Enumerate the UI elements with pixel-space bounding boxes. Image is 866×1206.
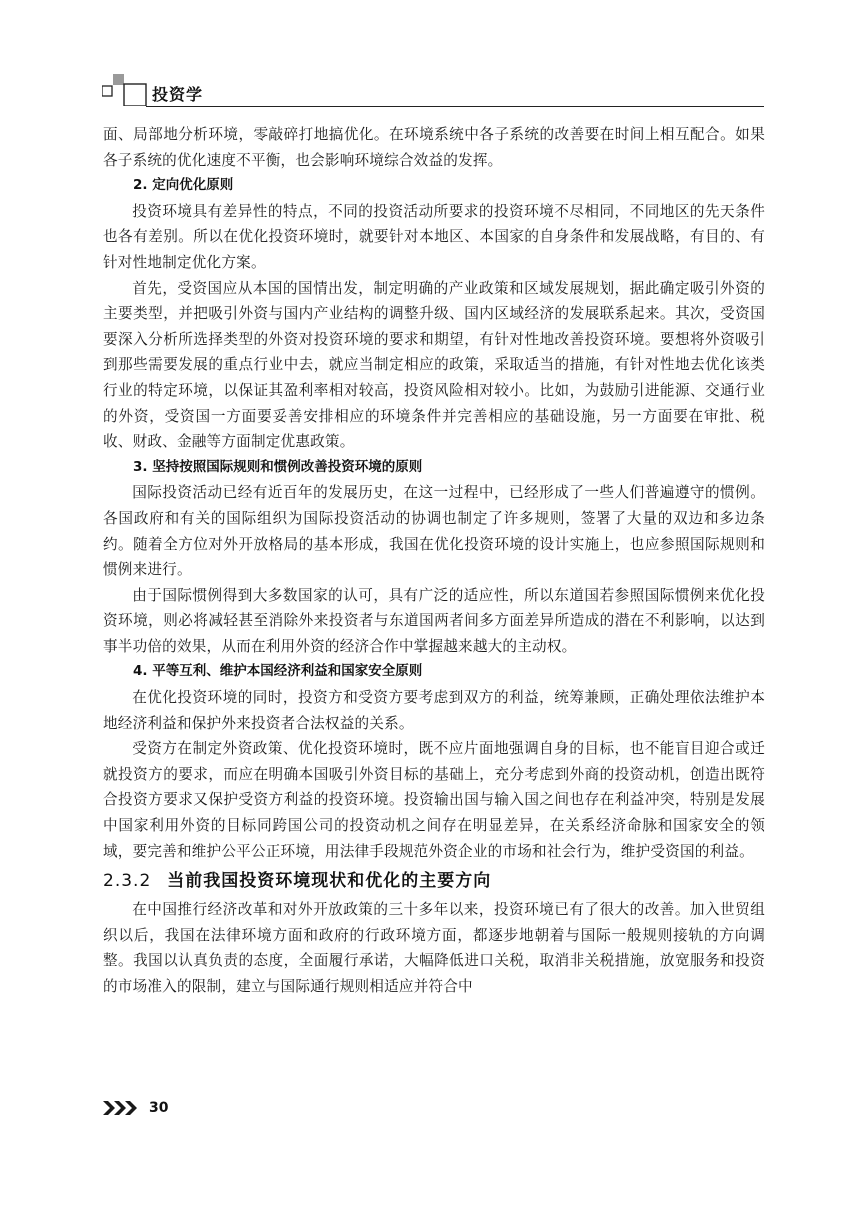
paragraph: 投资环境具有差异性的特点，不同的投资活动所要求的投资环境不尽相同，不同地区的先天条件也各有差别。所以在优化投资环境时，就要针对本地区、本国家的自身条件和发展战略，有目的、有针对性地制定优化方案。 (103, 202, 765, 271)
paragraph: 在优化投资环境的同时，投资方和受资方要考虑到双方的利益，统筹兼顾，正确处理依法维护本地经济利益和保护外来投资者合法权益的关系。 (103, 689, 765, 732)
page-footer (103, 1097, 303, 1121)
subheading-directional-optimization: 2. 定向优化原则 (133, 177, 234, 194)
paragraph: 在中国推行经济改革和对外开放政策的三十多年以来，投资环境已有了很大的改善。加入世贸组织以后，我国在法律环境方面和政府的行政环境方面，都逐步地朝着与国际一般规则接轨的方向调整。我国以认真负责的态度，全面履行承诺，大幅降低进口关税，取消非关税措施，放宽服务和投资的市场准入的限制，建立与国际通行规则相适应并符合中 (103, 901, 765, 995)
paragraph: 国际投资活动已经有近百年的发展历史，在这一过程中，已经形成了一些人们普遍遵守的惯例。各国政府和有关的国际组织为国际投资活动的协调也制定了许多规则，签署了大量的双边和多边条约。随着全方位对外开放格局的基本形成，我国在优化投资环境的设计实施上，也应参照国际规则和惯例来进行。 (103, 484, 765, 579)
section-number: 2.3.2 (103, 871, 152, 892)
running-header (102, 66, 764, 108)
section-heading (103, 866, 765, 896)
paragraph: 首先，受资国应从本国的国情出发，制定明确的产业政策和区域发展规划，据此确定吸引外资的主要类型，并把吸引外资与国内产业结构的调整升级、国内区域经济的发展联系起来。其次，受资国要深入分析所选择类型的外资对投资环境的要求和期望，有针对性地改善投资环境。要想将外资吸引到那些需要发展的重点行业中去，就应当制定相应的政策，采取适当的措施，有针对性地去优化该类行业的特定环境，以保证其盈利率相对较高，投资风险相对较小。比如，为鼓励引进能源、交通行业的外资，受资国一方面要妥善安排相应的环境条件并完善相应的基础设施，另一方面要在审批、税收、财政、金融等方面制定优惠政策。 (103, 279, 765, 451)
book-title: 投资学 (152, 85, 204, 104)
main-text (103, 122, 765, 1000)
section-title: 当前我国投资环境现状和优化的主要方向 (167, 871, 492, 892)
paragraph-continued: 面、局部地分析环境，零敲碎打地搞优化。在环境系统中各子系统的改善要在时间上相互配合。如果各子系统的优化速度不平衡，也会影响环境综合效益的发挥。 (103, 126, 765, 169)
triple-chevron-right-icon (103, 1099, 143, 1117)
paragraph: 受资方在制定外资政策、优化投资环境时，既不应片面地强调自身的目标，也不能盲目迎合或迁就投资方的要求，而应在明确本国吸引外资目标的基础上，充分考虑到外商的投资动机，创造出既符合投资方要求又保护受资方利益的投资环境。投资输出国与输入国之间也存在利益冲突，特别是发展中国家利用外资的目标同跨国公司的投资动机之间存在明显差异，在关系经济命脉和国家安全的领域，要完善和维护公平公正环境，用法律手段规范外资企业的市场和社会行为，维护受资国的利益。 (103, 740, 765, 860)
paragraph: 由于国际惯例得到大多数国家的认可，具有广泛的适应性，所以东道国若参照国际惯例来优化投资环境，则必将减轻甚至消除外来投资者与东道国两者间多方面差异所造成的潜在不利影响，以达到事半功倍的效果，从而在利用外资的经济合作中掌握越来越大的主动权。 (103, 586, 765, 655)
subheading-mutual-benefit: 4. 平等互利、维护本国经济利益和国家安全原则 (133, 663, 423, 680)
header-rule (146, 106, 764, 107)
book-logo-icon (102, 70, 148, 106)
page-number: 30 (149, 1100, 169, 1116)
subheading-international-rules: 3. 坚持按照国际规则和惯例改善投资环境的原则 (133, 458, 423, 475)
